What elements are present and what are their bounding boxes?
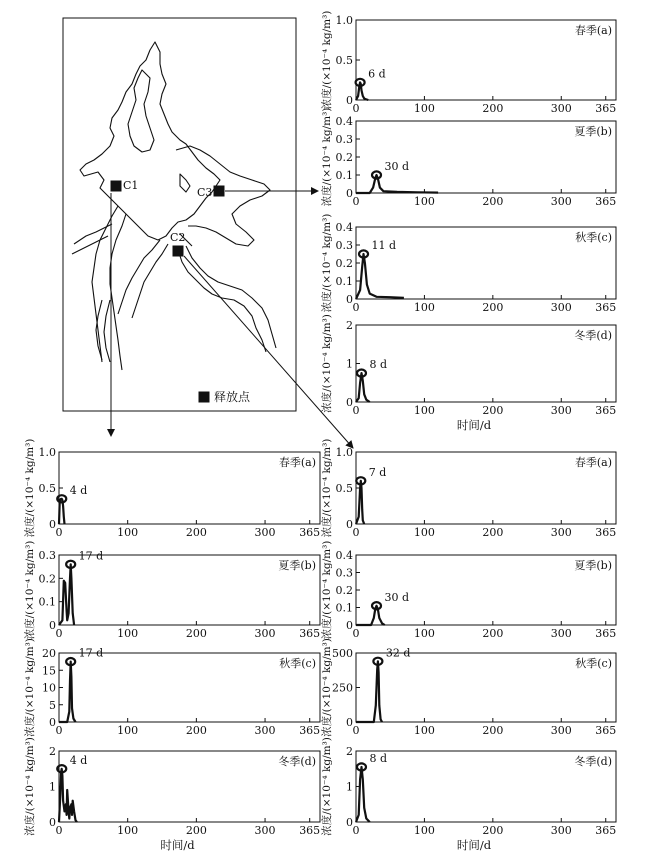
y-tick-label: 1 [346, 780, 353, 794]
y-axis-label: 浓度/(×10⁻⁴ kg/m³) [24, 638, 36, 737]
y-axis-label: 浓度/(×10⁻⁴ kg/m³) [24, 438, 36, 538]
x-tick-label: 300 [254, 724, 276, 737]
y-tick-label: 0.5 [38, 482, 56, 495]
season-label: 夏季(b) [278, 559, 316, 572]
x-tick-label: 100 [413, 195, 435, 208]
y-tick-label: 1.0 [335, 446, 353, 459]
x-tick-label: 0 [55, 824, 63, 837]
y-tick-label: 500 [332, 647, 353, 660]
y-tick-label: 0 [49, 518, 56, 531]
chart-c1-4 [23, 439, 320, 539]
x-axis-label: 时间/d [456, 418, 492, 432]
peak-day-label: 30 d [384, 590, 410, 604]
x-tick-label: 0 [55, 526, 63, 539]
y-tick-label: 2 [346, 745, 353, 758]
x-axis-label: 时间/d [160, 838, 195, 852]
y-tick-label: 0 [346, 518, 353, 531]
y-tick-label: 0.4 [335, 115, 353, 128]
x-tick-label: 365 [595, 824, 617, 837]
x-tick-label: 300 [254, 824, 276, 837]
y-axis-label: 浓度/(×10⁻⁴ kg/m³) [321, 314, 333, 413]
x-tick-label: 365 [595, 404, 617, 417]
x-tick-label: 200 [482, 526, 504, 539]
y-tick-label: 0.5 [335, 54, 353, 67]
season-label: 春季(a) [574, 24, 612, 37]
x-tick-label: 200 [482, 195, 504, 208]
x-tick-label: 0 [352, 102, 360, 115]
y-tick-label: 0.2 [335, 257, 353, 270]
y-tick-label: 1 [49, 780, 56, 794]
y-tick-label: 20 [42, 647, 56, 660]
x-tick-label: 365 [595, 301, 617, 314]
x-tick-label: 300 [550, 724, 572, 737]
x-tick-label: 300 [550, 627, 572, 640]
x-tick-label: 100 [413, 404, 435, 417]
peak-day-label: 6 d [368, 67, 386, 81]
peak-day-label: 17 d [78, 549, 104, 563]
x-tick-label: 200 [185, 824, 207, 837]
x-tick-label: 0 [352, 404, 360, 417]
concentration-series [59, 769, 77, 822]
x-tick-label: 200 [482, 301, 504, 314]
x-tick-label: 0 [352, 824, 360, 837]
x-tick-label: 0 [55, 724, 63, 737]
x-tick-label: 100 [413, 102, 435, 115]
x-axis-label: 时间/d [456, 838, 492, 852]
x-tick-label: 365 [595, 102, 617, 115]
x-tick-label: 100 [117, 824, 139, 837]
x-tick-label: 300 [550, 102, 572, 115]
peak-day-label: 30 d [384, 160, 410, 173]
chart-c3-0 [320, 11, 616, 115]
y-axis-label: 浓度/(×10⁻⁴ kg/m³) [321, 540, 333, 640]
x-tick-label: 200 [482, 627, 504, 640]
concentration-series [356, 481, 364, 524]
y-tick-label: 5 [49, 698, 56, 712]
y-tick-label: 0 [346, 619, 353, 632]
y-tick-label: 0.3 [38, 549, 56, 562]
y-tick-label: 1 [346, 357, 353, 371]
chart-c1-5 [23, 541, 320, 640]
y-tick-label: 250 [332, 681, 353, 695]
season-label: 冬季(d) [574, 755, 612, 768]
y-tick-label: 0.3 [335, 239, 353, 252]
y-tick-label: 0.2 [335, 584, 353, 597]
x-tick-label: 100 [117, 627, 139, 640]
y-tick-label: 0.3 [335, 566, 353, 580]
x-tick-label: 200 [482, 102, 504, 115]
charts [23, 11, 616, 852]
y-tick-label: 2 [346, 319, 353, 332]
y-axis-label: 浓度/(×10⁻⁴ kg/m³) [321, 638, 333, 737]
y-axis-label: 浓度/(×10⁻⁴ kg/m³) [321, 213, 333, 313]
map-frame [63, 18, 296, 411]
y-tick-label: 1.0 [38, 446, 56, 459]
peak-day-label: 11 d [371, 239, 397, 252]
x-tick-label: 365 [595, 627, 617, 640]
chart-c3-1 [320, 108, 616, 208]
x-tick-label: 0 [352, 301, 360, 314]
y-tick-label: 0.2 [38, 572, 56, 586]
concentration-series [356, 254, 404, 299]
connector-arrows [111, 191, 353, 448]
x-tick-label: 365 [595, 195, 617, 208]
peak-day-label: 17 d [78, 646, 104, 660]
release-point-c3-label: C3 [197, 186, 213, 199]
peak-day-label: 4 d [69, 483, 88, 497]
map-panel [63, 18, 296, 411]
x-tick-label: 300 [550, 301, 572, 314]
x-tick-label: 300 [550, 195, 572, 208]
x-tick-label: 200 [482, 824, 504, 837]
chart-c2-11 [320, 737, 616, 852]
y-tick-label: 0.5 [335, 482, 353, 495]
x-tick-label: 300 [550, 824, 572, 837]
y-tick-label: 0.2 [335, 151, 353, 164]
chart-c1-7 [23, 737, 320, 852]
x-tick-label: 300 [550, 526, 572, 539]
y-tick-label: 0.1 [335, 169, 353, 182]
y-tick-label: 0.1 [38, 595, 56, 609]
release-point-c3-marker [214, 186, 225, 197]
x-tick-label: 300 [550, 404, 572, 417]
chart-c2-8 [320, 439, 616, 539]
y-tick-label: 0 [346, 293, 353, 306]
chart-c2-10 [320, 638, 616, 737]
x-tick-label: 100 [413, 824, 435, 837]
y-axis-label: 浓度/(×10⁻⁴ kg/m³) [24, 737, 36, 836]
y-axis-label: 浓度/(×10⁻⁴ kg/m³) [321, 438, 333, 538]
y-tick-label: 0 [49, 619, 56, 632]
y-tick-label: 0.1 [335, 275, 353, 288]
concentration-series [356, 767, 370, 822]
x-tick-label: 0 [352, 526, 360, 539]
x-tick-label: 300 [254, 526, 276, 539]
x-tick-label: 0 [352, 627, 360, 640]
lake-outline [72, 42, 276, 370]
y-tick-label: 15 [42, 664, 56, 678]
x-tick-label: 100 [413, 627, 435, 640]
season-label: 夏季(b) [574, 125, 612, 138]
peak-day-label: 4 d [69, 753, 88, 767]
chart-c3-2 [320, 214, 616, 314]
season-label: 秋季(c) [279, 657, 316, 670]
peak-day-label: 7 d [368, 465, 387, 479]
release-point-c2-marker [173, 246, 184, 257]
season-label: 夏季(b) [574, 559, 612, 572]
x-tick-label: 100 [117, 724, 139, 737]
season-label: 秋季(c) [575, 657, 612, 670]
peak-day-label: 8 d [369, 358, 388, 372]
y-tick-label: 0.4 [335, 221, 353, 234]
x-tick-label: 300 [254, 627, 276, 640]
x-tick-label: 100 [413, 526, 435, 539]
season-label: 春季(a) [574, 456, 612, 469]
y-tick-label: 0 [49, 716, 56, 729]
y-tick-label: 0.1 [335, 601, 353, 615]
x-tick-label: 200 [185, 724, 207, 737]
y-tick-label: 0 [346, 396, 353, 409]
x-tick-label: 365 [595, 724, 617, 737]
y-tick-label: 0 [346, 716, 353, 729]
y-tick-label: 0.4 [335, 549, 353, 562]
release-point-c1-label: C1 [123, 179, 139, 192]
chart-c1-6 [23, 638, 320, 737]
season-label: 秋季(c) [575, 231, 612, 244]
y-tick-label: 0 [49, 816, 56, 829]
season-label: 冬季(d) [574, 329, 612, 342]
x-tick-label: 200 [482, 724, 504, 737]
x-tick-label: 365 [595, 526, 617, 539]
concentration-series [356, 175, 438, 193]
x-tick-label: 0 [352, 195, 360, 208]
x-tick-label: 365 [299, 526, 321, 539]
season-label: 冬季(d) [278, 755, 316, 768]
x-tick-label: 100 [117, 526, 139, 539]
x-tick-label: 365 [299, 724, 321, 737]
y-axis-label: 浓度/(×10⁻⁴ kg/m³) [321, 107, 333, 207]
concentration-series [59, 564, 74, 625]
release-point-c2-label: C2 [170, 231, 186, 244]
y-tick-label: 1.0 [335, 14, 353, 27]
x-tick-label: 100 [413, 724, 435, 737]
y-tick-label: 0 [346, 187, 353, 200]
y-tick-label: 0 [346, 816, 353, 829]
x-tick-label: 365 [299, 627, 321, 640]
season-label: 春季(a) [278, 456, 316, 469]
chart-c2-9 [320, 541, 616, 640]
y-tick-label: 0.3 [335, 133, 353, 146]
x-tick-label: 200 [482, 404, 504, 417]
y-axis-label: 浓度/(×10⁻⁴ kg/m³) [321, 737, 333, 836]
peak-day-label: 8 d [369, 751, 388, 765]
peak-day-label: 32 d [385, 646, 411, 660]
y-axis-label: 浓度/(×10⁻⁴ kg/m³) [321, 10, 333, 110]
x-tick-label: 200 [185, 526, 207, 539]
release-point-c1-marker [111, 181, 122, 192]
y-axis-label: 浓度/(×10⁻⁴ kg/m³) [24, 540, 36, 640]
x-tick-label: 0 [55, 627, 63, 640]
legend-marker [199, 392, 210, 403]
concentration-series [356, 661, 382, 722]
y-tick-label: 2 [49, 745, 56, 758]
x-tick-label: 0 [352, 724, 360, 737]
x-tick-label: 100 [413, 301, 435, 314]
chart-c3-3 [320, 314, 616, 432]
y-tick-label: 10 [42, 681, 56, 695]
y-tick-label: 0 [346, 94, 353, 107]
legend-label: 释放点 [214, 390, 251, 404]
x-tick-label: 365 [299, 824, 321, 837]
x-tick-label: 200 [185, 627, 207, 640]
